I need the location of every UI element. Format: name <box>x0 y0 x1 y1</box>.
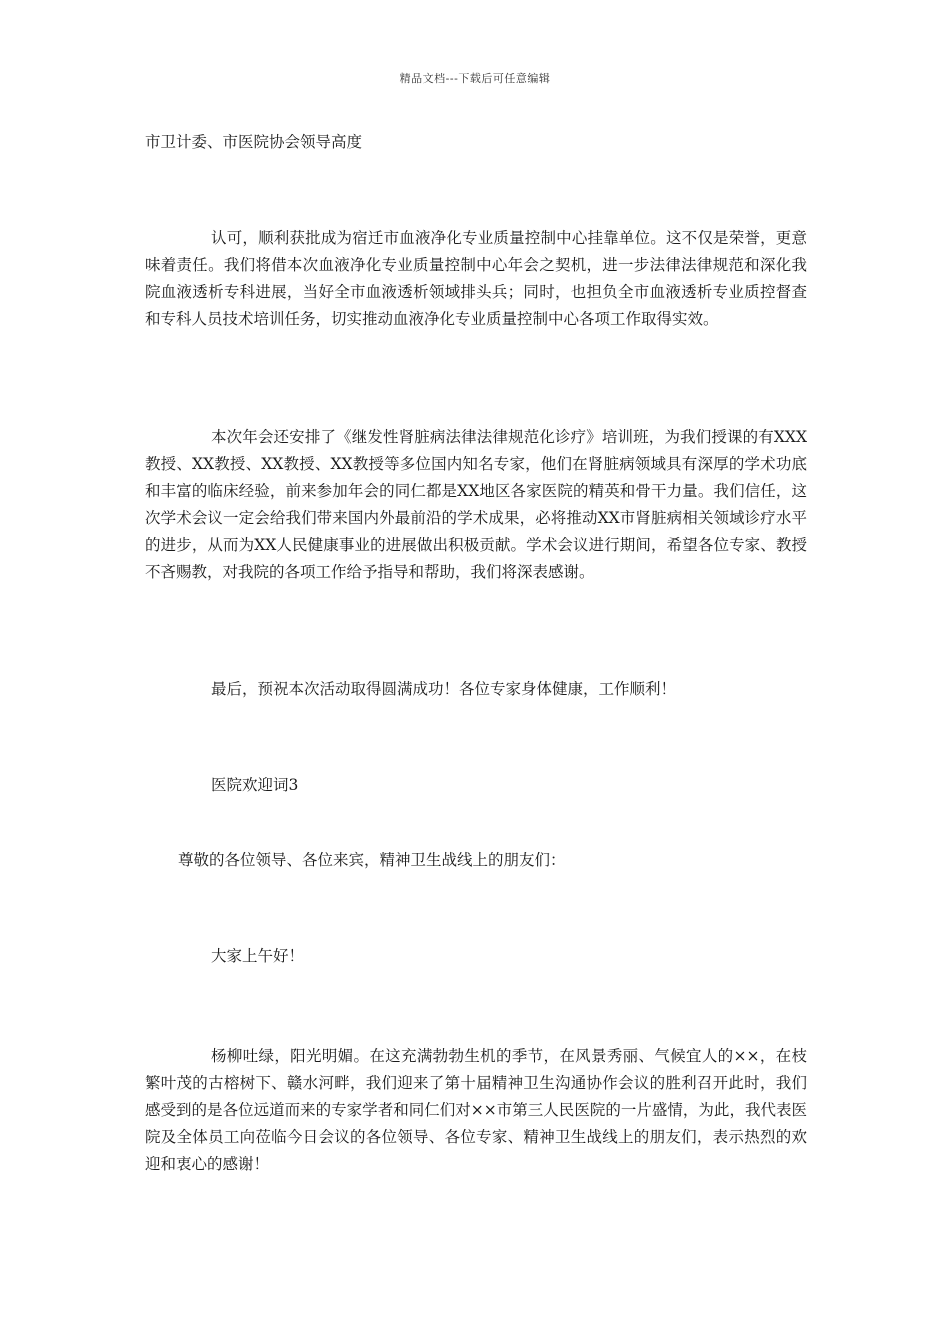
paragraph-closing-wishes: 最后，预祝本次活动取得圆满成功！各位专家身体健康，工作顺利！ <box>211 680 677 698</box>
paragraph-approval: 认可，顺利获批成为宿迁市血液净化专业质量控制中心挂靠单位。这不仅是荣誉，更意味着责任。我们将借本次血液净化专业质量控制中心年会之契机，进一步法律法律规范和深化我院血液透析专科进展，当好全市血液透析领域排头兵；同时，也担负全市血液透析专业质控督查和专科人员技术培训任务，切实推动血液净化专业质量控制中心各项工作取得实效。 <box>145 229 807 328</box>
greeting: 大家上午好！ <box>211 947 305 965</box>
section-title: 医院欢迎词3 <box>211 776 299 794</box>
paragraph-fragment: 市卫计委、市医院协会领导高度 <box>145 133 363 151</box>
paragraph-training-course: 本次年会还安排了《继发性肾脏病法律法律规范化诊疗》培训班，为我们授课的有XXX教授、XX教授、XX教授、XX教授等多位国内知名专家，他们在肾脏病领域具有深厚的学术功底和丰富的临床经验，前来参加年会的同仁都是XX地区各家医院的精英和骨干力量。我们信任，这次学术会议一定会给我们带来国内外最前沿的学术成果，必将推动XX市肾脏病相关领域诊疗水平的进步，从而为XX人民健康事业的进展做出积极贡献。学术会议进行期间，希望各位专家、教授不吝赐教，对我院的各项工作给予指导和帮助，我们将深表感谢。 <box>145 428 807 581</box>
paragraph-welcome: 杨柳吐绿，阳光明媚。在这充满勃勃生机的季节，在风景秀丽、气候宜人的××，在枝繁叶茂的古榕树下、赣水河畔，我们迎来了第十届精神卫生沟通协作会议的胜利召开此时，我们感受到的是各位远道而来的专家学者和同仁们对××市第三人民医院的一片盛情，为此，我代表医院及全体员工向莅临今日会议的各位领导、各位专家、精神卫生战线上的朋友们，表示热烈的欢迎和衷心的感谢！ <box>145 1047 807 1173</box>
page-header: 精品文档---下载后可任意编辑 <box>399 72 551 85</box>
salutation: 尊敬的各位领导、各位来宾，精神卫生战线上的朋友们： <box>178 851 566 869</box>
